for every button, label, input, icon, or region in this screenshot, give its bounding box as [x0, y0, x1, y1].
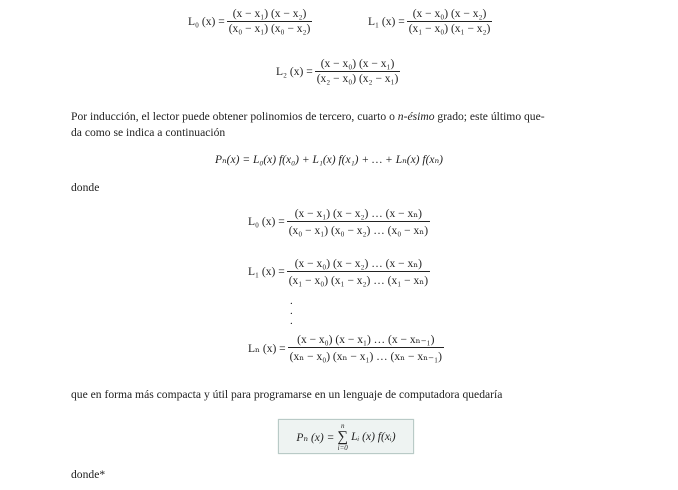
- paragraph-induction-line2: da como se indica a continuación: [71, 126, 226, 139]
- sigma-icon: ∑: [337, 428, 349, 445]
- ln-general-denominator: (xₙ − x₀) (xₙ − x₁) … (xₙ − xₙ₋₁): [288, 347, 444, 363]
- l0-general-denominator: (x₀ − x₁) (x₀ − x₂) … (x₀ − xₙ): [287, 221, 430, 237]
- vertical-ellipsis: . . .: [290, 295, 293, 327]
- boxed-formula-pn-sum: [278, 419, 414, 454]
- paragraph-compact-form: que en forma más compacta y útil para programarse en un lenguaje de computadora quedaría: [71, 388, 503, 401]
- formula-l1-general: [248, 256, 432, 287]
- l0-general-label: L₀ (x) =: [248, 215, 285, 228]
- l1-general-numerator: (x − x₀) (x − x₂) … (x − xₙ): [294, 258, 423, 270]
- l2-fraction: [315, 58, 401, 85]
- l0-denominator: (x₀ − x₁) (x₀ − x₂): [228, 23, 311, 35]
- paragraph-italic-term: n-ésimo: [397, 110, 435, 123]
- l0-fraction: [227, 8, 313, 35]
- l0-label: L₀ (x) =: [188, 15, 225, 28]
- l2-label: L₂ (x) =: [276, 65, 313, 78]
- l0-numerator: (x − x₁) (x − x₂): [232, 8, 307, 20]
- l1-fraction: [407, 8, 493, 35]
- label-donde-footnote: donde*: [71, 468, 106, 481]
- l0-general-fraction: [287, 206, 430, 237]
- l1-general-fraction: [287, 256, 430, 287]
- l1-label: L₁ (x) =: [368, 15, 405, 28]
- l2-numerator: (x − x₀) (x − x₁): [320, 58, 395, 70]
- boxed-lhs: Pₙ (x) =: [296, 431, 335, 444]
- formula-l1-quadratic: [368, 8, 494, 35]
- l1-general-label: L₁ (x) =: [248, 265, 285, 278]
- l1-general-denominator: (x₁ − x₀) (x₁ − x₂) … (x₁ − xₙ): [287, 271, 430, 287]
- formula-l0-quadratic: [188, 8, 314, 35]
- label-donde: donde: [71, 181, 100, 194]
- sum-upper-limit: n: [340, 421, 345, 430]
- sum-lower-limit: i=0: [337, 443, 348, 452]
- l0-general-numerator: (x − x₁) (x − x₂) … (x − xₙ): [294, 208, 423, 220]
- ln-general-label: Lₙ (x) =: [248, 342, 286, 355]
- ln-general-numerator: (x − x₀) (x − x₁) … (x − xₙ₋₁): [297, 334, 435, 346]
- paragraph-text: Por inducción, el lector puede obtener polinomios de tercero, cuarto o: [71, 110, 398, 123]
- formula-pn-general: Pₙ(x) = L₀(x) f(x₀) + L₁(x) f(x₁) + … + Lₙ(x) f(xₙ): [215, 154, 444, 166]
- boxed-rhs: Lᵢ (x) f(xᵢ): [351, 430, 396, 443]
- paragraph-induction-line1: [71, 110, 545, 123]
- formula-ln-general: [248, 332, 446, 363]
- l2-denominator: (x₂ − x₀) (x₂ − x₁): [316, 73, 399, 85]
- ln-general-fraction: [288, 332, 444, 363]
- paragraph-text: grado; este último que-: [434, 110, 545, 123]
- formula-l0-general: [248, 206, 432, 237]
- summation-operator: [337, 422, 348, 452]
- formula-l2-quadratic: [276, 58, 402, 85]
- l1-denominator: (x₁ − x₀) (x₁ − x₂): [408, 23, 491, 35]
- l1-numerator: (x − x₀) (x − x₂): [412, 8, 487, 20]
